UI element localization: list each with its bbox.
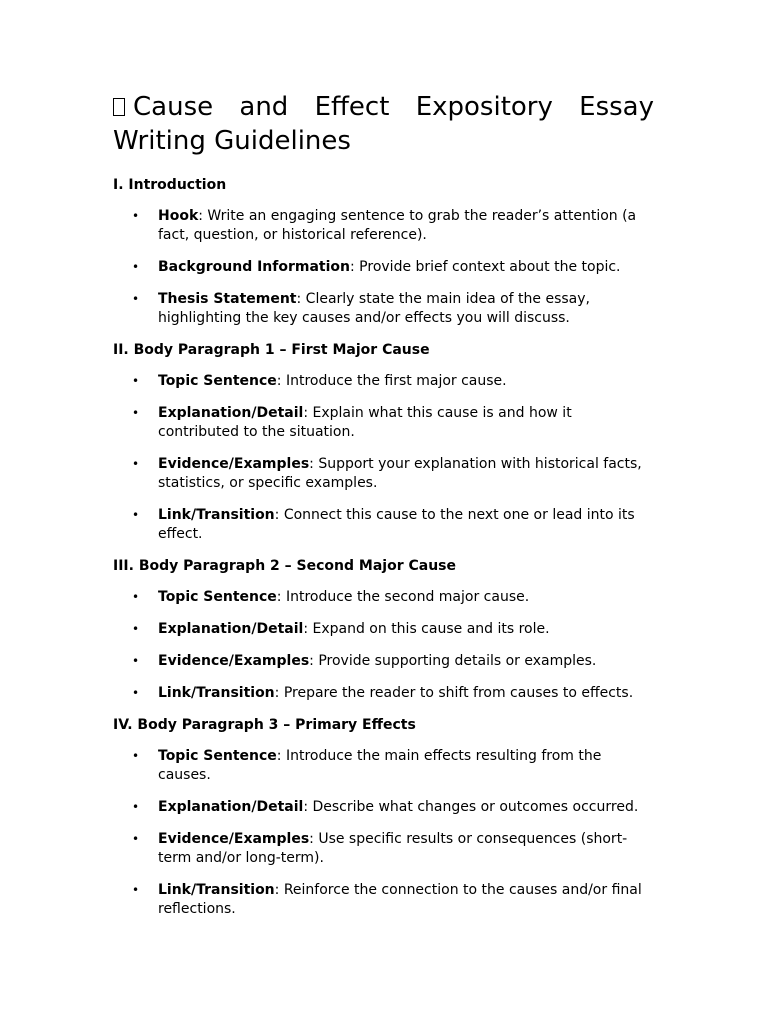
document-title	[113, 90, 654, 158]
list-item	[113, 881, 654, 919]
item-term: Hook	[158, 208, 199, 224]
item-term: Link/Transition	[158, 685, 275, 701]
list-item	[113, 830, 654, 868]
bullet-icon: •	[132, 686, 140, 700]
list-item	[113, 620, 654, 639]
list-item	[113, 372, 654, 391]
item-term: Explanation/Detail	[158, 799, 304, 815]
list-item	[113, 258, 654, 277]
bullet-icon: •	[132, 406, 140, 420]
item-term: Link/Transition	[158, 882, 275, 898]
bullet-icon: •	[132, 209, 140, 223]
item-term: Evidence/Examples	[158, 456, 310, 472]
list-item	[113, 404, 654, 442]
list-item	[113, 684, 654, 703]
item-text: : Explain what this cause is and how it contributed to the situation.	[158, 405, 572, 440]
item-text: : Write an engaging sentence to grab the reader’s attention (a fact, question, or historical reference).	[158, 208, 637, 243]
item-term: Explanation/Detail	[158, 621, 304, 637]
list-item	[113, 207, 654, 245]
section-body-paragraph-3	[113, 716, 654, 919]
list-item	[113, 652, 654, 671]
item-term: Topic Sentence	[158, 589, 277, 605]
bullet-icon: •	[132, 260, 140, 274]
item-text: : Introduce the first major cause.	[276, 373, 507, 389]
item-text: : Reinforce the connection to the causes and/or final reflections.	[158, 882, 642, 917]
list-item	[113, 798, 654, 817]
section-heading: II. Body Paragraph 1 – First Major Cause	[113, 342, 430, 358]
list-item	[113, 588, 654, 607]
item-text: : Connect this cause to the next one or lead into its effect.	[158, 507, 635, 542]
item-term: Evidence/Examples	[158, 831, 310, 847]
title-text: Cause and Effect Expository Essay Writing Guidelines	[113, 92, 654, 156]
section-introduction	[113, 176, 654, 328]
item-text: : Introduce the main effects resulting from the causes.	[158, 748, 602, 783]
item-text: : Support your explanation with historical facts, statistics, or specific examples.	[158, 456, 642, 491]
missing-glyph-icon	[113, 98, 125, 116]
bullet-icon: •	[132, 508, 140, 522]
item-text: : Describe what changes or outcomes occurred.	[303, 799, 639, 815]
bullet-icon: •	[132, 749, 140, 763]
item-text: : Provide brief context about the topic.	[350, 259, 621, 275]
bullet-icon: •	[132, 292, 140, 306]
bullet-list	[113, 372, 654, 544]
section-heading: III. Body Paragraph 2 – Second Major Cause	[113, 558, 456, 574]
list-item	[113, 455, 654, 493]
item-term: Link/Transition	[158, 507, 275, 523]
bullet-icon: •	[132, 800, 140, 814]
section-heading: I. Introduction	[113, 177, 227, 193]
list-item	[113, 747, 654, 785]
item-term: Background Information	[158, 259, 351, 275]
item-text: : Expand on this cause and its role.	[303, 621, 550, 637]
bullet-icon: •	[132, 590, 140, 604]
item-term: Evidence/Examples	[158, 653, 310, 669]
item-text: : Clearly state the main idea of the essay, highlighting the key causes and/or effects you will discuss.	[158, 291, 590, 326]
item-text: : Prepare the reader to shift from causes to effects.	[274, 685, 634, 701]
item-term: Thesis Statement	[158, 291, 297, 307]
bullet-icon: •	[132, 457, 140, 471]
document-page	[113, 90, 654, 932]
bullet-icon: •	[132, 622, 140, 636]
bullet-icon: •	[132, 374, 140, 388]
item-term: Explanation/Detail	[158, 405, 304, 421]
section-heading: IV. Body Paragraph 3 – Primary Effects	[113, 717, 416, 733]
bullet-list	[113, 588, 654, 703]
section-body-paragraph-1	[113, 341, 654, 544]
list-item	[113, 506, 654, 544]
item-text: : Use specific results or consequences (short-term and/or long-term).	[158, 831, 628, 866]
item-term: Topic Sentence	[158, 748, 277, 764]
bullet-icon: •	[132, 883, 140, 897]
list-item	[113, 290, 654, 328]
bullet-icon: •	[132, 654, 140, 668]
bullet-icon: •	[132, 832, 140, 846]
item-term: Topic Sentence	[158, 373, 277, 389]
bullet-list	[113, 207, 654, 328]
item-text: : Introduce the second major cause.	[276, 589, 530, 605]
section-body-paragraph-2	[113, 557, 654, 703]
bullet-list	[113, 747, 654, 919]
item-text: : Provide supporting details or examples.	[309, 653, 597, 669]
